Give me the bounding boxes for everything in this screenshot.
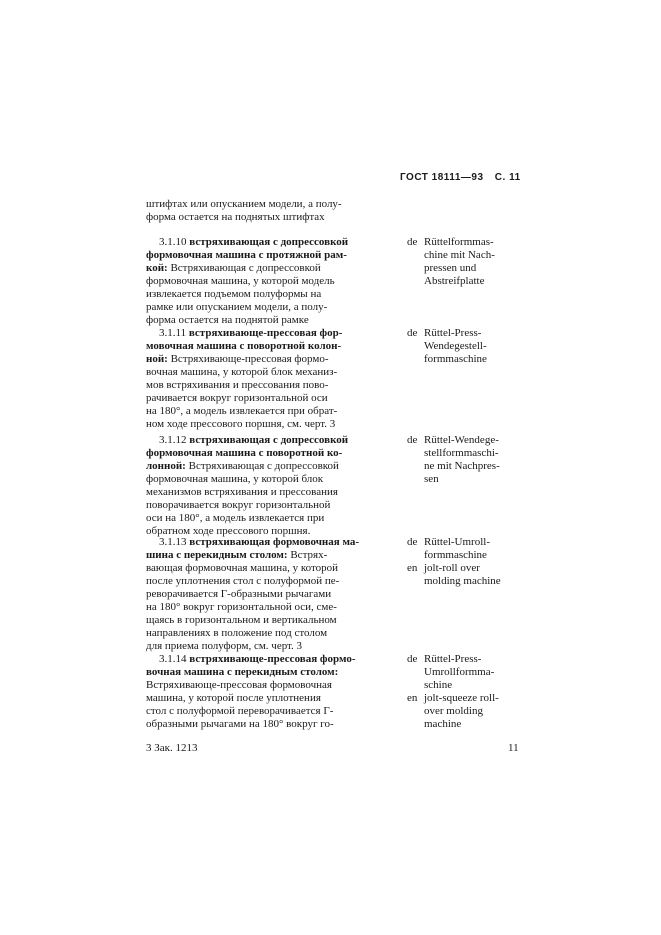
translation-line: sen bbox=[424, 473, 439, 485]
translation-line: Wendegestell- bbox=[424, 340, 487, 352]
translation-line: de Rüttel-Umroll- bbox=[407, 536, 490, 548]
definition-line: поворачивается вокруг горизонтальной bbox=[146, 499, 331, 511]
definition-line: форма остается на поднятой рамке bbox=[146, 314, 309, 326]
term-line: мовочная машина с поворотной колон- bbox=[146, 340, 342, 352]
definition-line: механизмов встряхивания и прессования bbox=[146, 486, 338, 498]
page-header bbox=[400, 172, 521, 183]
definition-line: вочная машина, у которой блок механиз- bbox=[146, 366, 338, 378]
definition-line: формовочная машина, у которой модель bbox=[146, 275, 335, 287]
translation-line: machine bbox=[424, 718, 462, 730]
translation-line: Umrollformma- bbox=[424, 666, 495, 678]
definition-line: формовочная машина, у которой блок bbox=[146, 473, 324, 485]
definition-line: стол с полуформой переворачивается Г- bbox=[146, 705, 334, 717]
definition-line: Встряхивающе-прессовая формовочная bbox=[146, 679, 332, 691]
term-line: ной: Встряхивающе-прессовая формо- bbox=[146, 353, 329, 365]
translation-line: Abstreifplatte bbox=[424, 275, 485, 287]
definition-line: оси на 180°, а модель извлекается при bbox=[146, 512, 325, 524]
translation-line: schine bbox=[424, 679, 453, 691]
standard-number: ГОСТ 18111—93 bbox=[400, 172, 484, 183]
term-heading: 3.1.13 встряхивающая формовочная ма- bbox=[159, 536, 360, 548]
translation-line: formmaschine bbox=[424, 549, 487, 561]
translation-line: molding machine bbox=[424, 575, 501, 587]
definition-line: на 180°, а модель извлекается при обрат- bbox=[146, 405, 338, 417]
definition-line: вающая формовочная машина, у которой bbox=[146, 562, 339, 574]
term-line: кой: Встряхивающая с допрессовкой bbox=[146, 262, 321, 274]
definition-line: после уплотнения стол с полуформой пе- bbox=[146, 575, 340, 587]
definition-line: мов встряхивания и прессования пово- bbox=[146, 379, 329, 391]
translation-line: de Rüttel-Press- bbox=[407, 653, 482, 665]
translation-line: over molding bbox=[424, 705, 483, 717]
definition-line: направлениях в положение под столом bbox=[146, 627, 328, 639]
definition-line: извлекается подъемом полуформы на bbox=[146, 288, 322, 300]
term-line: лонной: Встряхивающая с допрессовкой bbox=[146, 460, 339, 472]
translation-line: formmaschine bbox=[424, 353, 487, 365]
intro-line: штифтах или опусканием модели, а полу- bbox=[146, 198, 342, 210]
translation-line: de Rüttelformmas- bbox=[407, 236, 494, 248]
translation-line: ne mit Nachpres- bbox=[424, 460, 500, 472]
term-line: вочная машина с перекидным столом: bbox=[146, 666, 339, 678]
definition-line: щаясь в горизонтальном и вертикальном bbox=[146, 614, 337, 626]
definition-line: образными рычагами на 180° вокруг го- bbox=[146, 718, 334, 730]
translation-line: en jolt-roll over bbox=[407, 562, 480, 574]
definition-line: обратном ходе прессового поршня. bbox=[146, 525, 311, 537]
page-reference: С. 11 bbox=[494, 172, 521, 183]
definition-line: рачивается вокруг горизонтальной оси bbox=[146, 392, 328, 404]
term-heading: 3.1.14 встряхивающе-прессовая формо- bbox=[159, 653, 356, 665]
intro-line: форма остается на поднятых штифтах bbox=[146, 211, 325, 223]
translation-line: de Rüttel-Press- bbox=[407, 327, 482, 339]
term-heading: 3.1.11 встряхивающе-прессовая фор- bbox=[159, 327, 343, 339]
translation-line: en jolt-squeeze roll- bbox=[407, 692, 499, 704]
definition-line: реворачивается Г-образными рычагами bbox=[146, 588, 332, 600]
page-number: 11 bbox=[508, 742, 519, 754]
definition-line: на 180° вокруг горизонтальной оси, сме- bbox=[146, 601, 337, 613]
definition-line: для приема полуформ, см. черт. 3 bbox=[146, 640, 303, 652]
definition-line: машина, у которой после уплотнения bbox=[146, 692, 321, 704]
term-line: шина с перекидным столом: Встрях- bbox=[146, 549, 328, 561]
term-line: формовочная машина с протяжной рам- bbox=[146, 249, 347, 261]
term-heading: 3.1.10 встряхивающая с допрессовкой bbox=[159, 236, 349, 248]
order-number: 3 Зак. 1213 bbox=[146, 742, 198, 754]
translation-line: stellformmaschi- bbox=[424, 447, 499, 459]
definition-line: ном ходе прессового поршня, см. черт. 3 bbox=[146, 418, 336, 430]
translation-line: de Rüttel-Wendege- bbox=[407, 434, 499, 446]
translation-line: pressen und bbox=[424, 262, 477, 274]
definition-line: рамке или опусканием модели, а полу- bbox=[146, 301, 328, 313]
translation-line: chine mit Nach- bbox=[424, 249, 495, 261]
term-line: формовочная машина с поворотной ко- bbox=[146, 447, 343, 459]
term-heading: 3.1.12 встряхивающая с допрессовкой bbox=[159, 434, 349, 446]
